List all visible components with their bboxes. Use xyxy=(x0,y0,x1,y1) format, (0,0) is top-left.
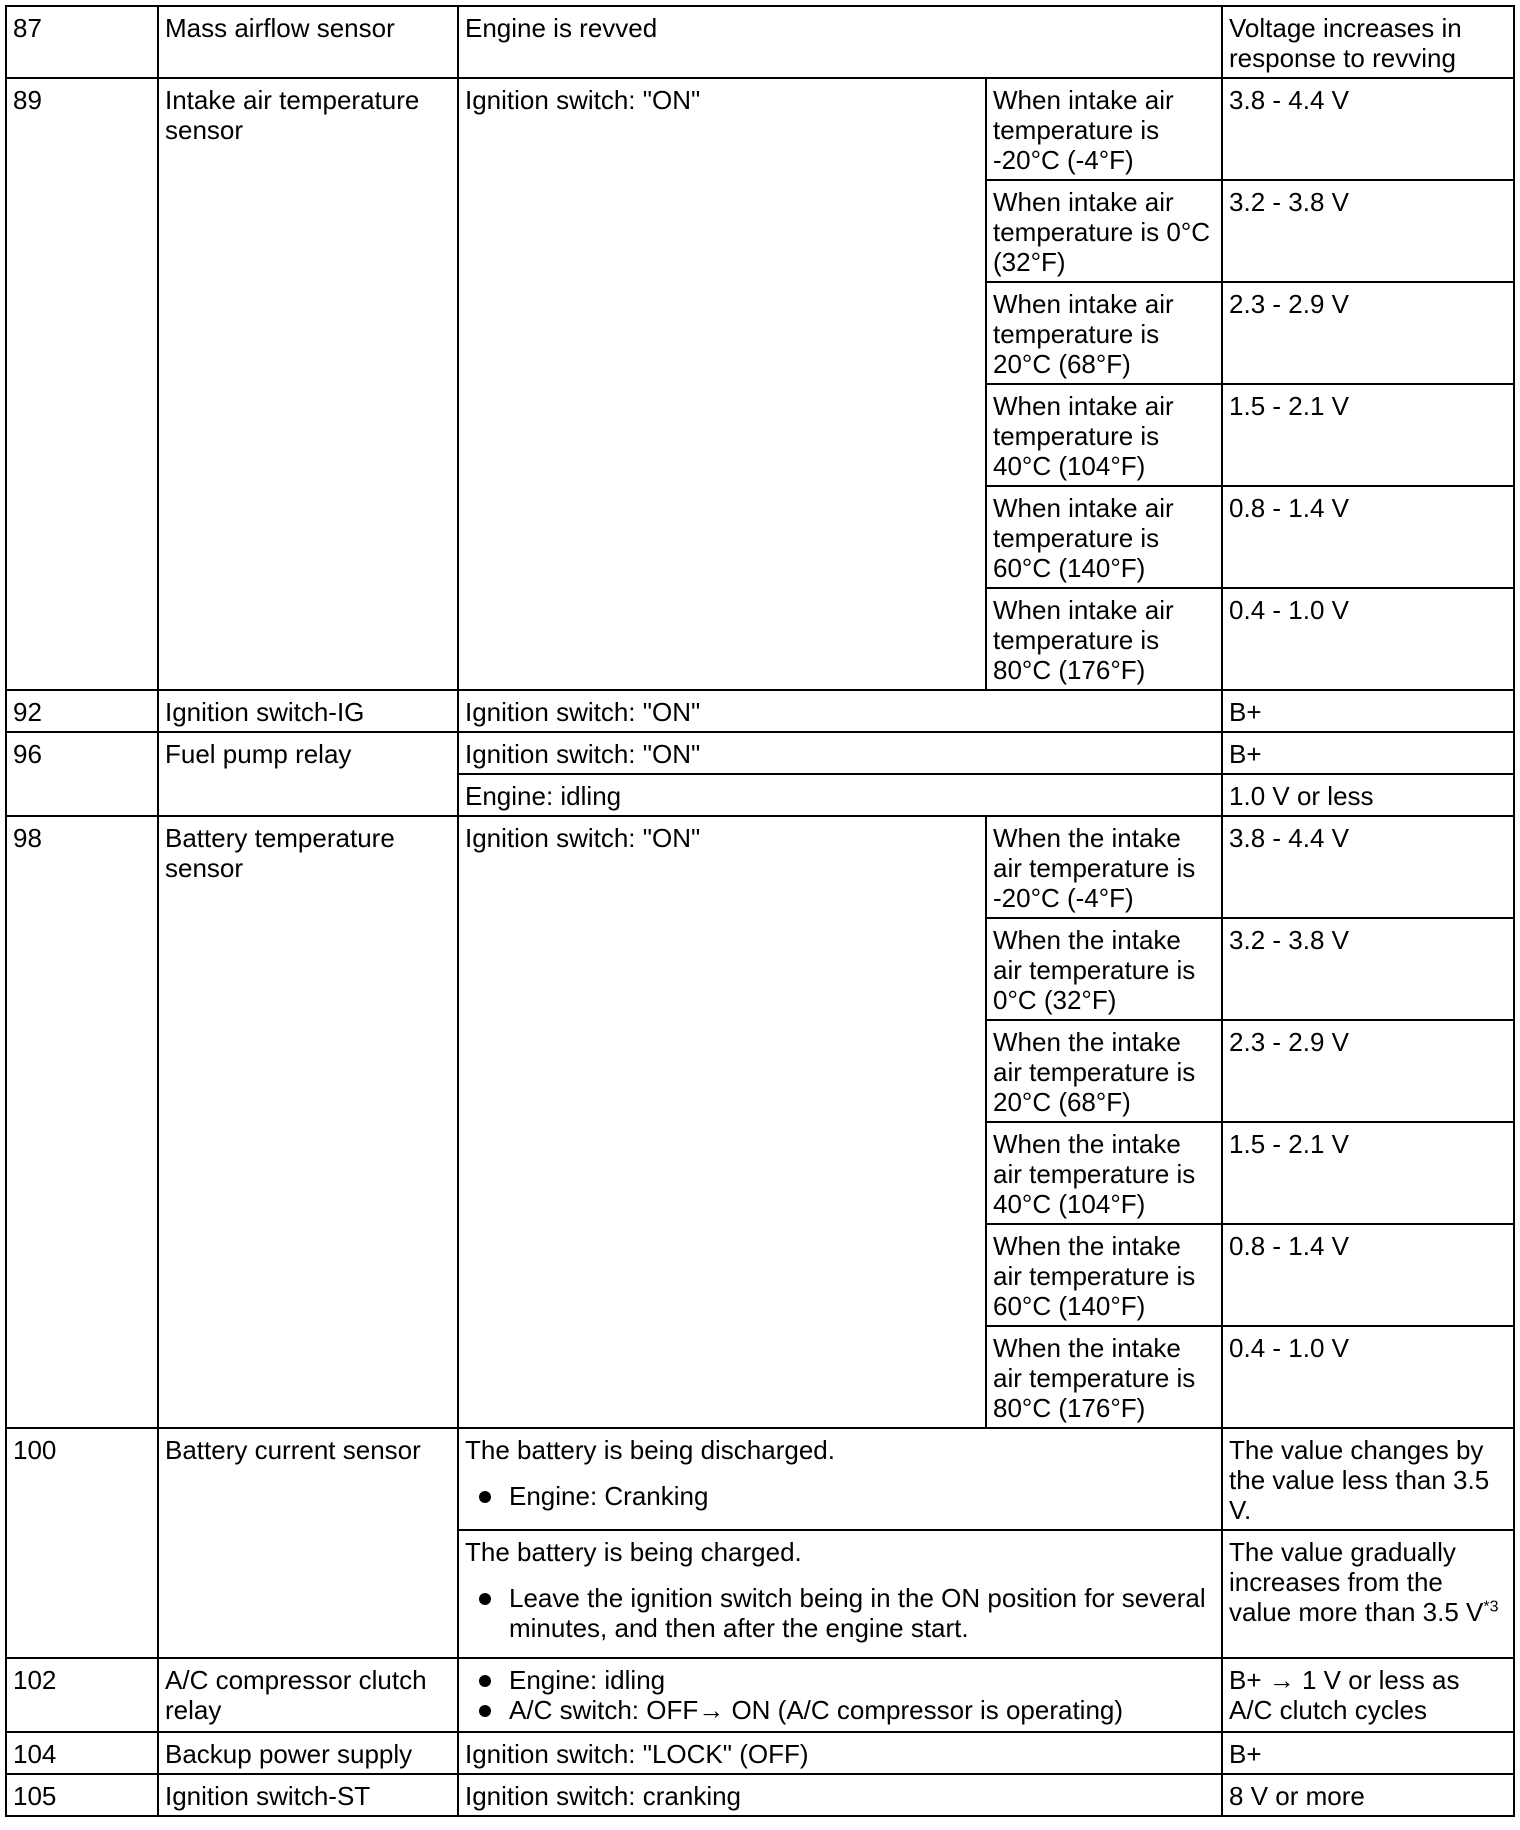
value: The value changes by the value less than 3.5 V. xyxy=(1222,1428,1514,1530)
terminal-no: 104 xyxy=(6,1732,158,1774)
terminal-no: 105 xyxy=(6,1774,158,1816)
sub-condition: When the intake air temperature is 80°C (176°F) xyxy=(986,1326,1222,1428)
item-name: Battery current sensor xyxy=(158,1428,458,1658)
bullet-icon xyxy=(479,1675,491,1687)
sub-condition: When intake air temperature is 40°C (104°F) xyxy=(986,384,1222,486)
condition xyxy=(458,1658,1222,1732)
table-row xyxy=(6,732,1514,774)
value xyxy=(1222,1530,1514,1658)
table-row xyxy=(6,6,1514,78)
bullet-icon xyxy=(479,1593,491,1605)
table-row xyxy=(6,1732,1514,1774)
sub-condition: When the intake air temperature is 60°C (140°F) xyxy=(986,1224,1222,1326)
table-row xyxy=(6,690,1514,732)
value: 8 V or more xyxy=(1222,1774,1514,1816)
footnote-ref: *3 xyxy=(1483,1598,1499,1616)
sub-condition: When the intake air temperature is -20°C (-4°F) xyxy=(986,816,1222,918)
value: B+ xyxy=(1222,1732,1514,1774)
terminal-no: 100 xyxy=(6,1428,158,1658)
item-name: A/C compressor clutch relay xyxy=(158,1658,458,1732)
table-row xyxy=(6,78,1514,180)
value: B+ → 1 V or less as A/C clutch cycles xyxy=(1222,1658,1514,1732)
bullet-text: Engine: idling xyxy=(509,1665,666,1695)
bullet-item xyxy=(465,1665,1215,1695)
condition: Ignition switch: "ON" xyxy=(458,78,986,690)
condition: Ignition switch: cranking xyxy=(458,1774,1222,1816)
value-text: The value gradually increases from the value more than 3.5 V xyxy=(1229,1537,1484,1627)
sub-condition: When the intake air temperature is 20°C (68°F) xyxy=(986,1020,1222,1122)
item-name: Battery temperature sensor xyxy=(158,816,458,1428)
bullet-icon xyxy=(479,1705,491,1717)
value: B+ xyxy=(1222,690,1514,732)
value: B+ xyxy=(1222,732,1514,774)
value: 1.0 V or less xyxy=(1222,774,1514,816)
value: 2.3 - 2.9 V xyxy=(1222,1020,1514,1122)
condition: Ignition switch: "ON" xyxy=(458,816,986,1428)
value: 3.2 - 3.8 V xyxy=(1222,180,1514,282)
item-name: Ignition switch-IG xyxy=(158,690,458,732)
terminal-no: 102 xyxy=(6,1658,158,1732)
sub-condition: When the intake air temperature is 40°C (104°F) xyxy=(986,1122,1222,1224)
bullet-icon xyxy=(479,1491,491,1503)
condition-text: The battery is being discharged. xyxy=(465,1435,835,1465)
value: 3.2 - 3.8 V xyxy=(1222,918,1514,1020)
condition: Ignition switch: "ON" xyxy=(458,690,1222,732)
value: 3.8 - 4.4 V xyxy=(1222,816,1514,918)
bullet-text: A/C switch: OFF→ ON (A/C compressor is operating) xyxy=(509,1695,1124,1725)
item-name: Intake air temperature sensor xyxy=(158,78,458,690)
condition: Ignition switch: "ON" xyxy=(458,732,1222,774)
sub-condition: When intake air temperature is 0°C (32°F) xyxy=(986,180,1222,282)
item-name: Fuel pump relay xyxy=(158,732,458,816)
bullet-text: Engine: Cranking xyxy=(509,1481,709,1511)
value: 0.4 - 1.0 V xyxy=(1222,588,1514,690)
sub-condition: When intake air temperature is 80°C (176°F) xyxy=(986,588,1222,690)
bullet-item xyxy=(465,1695,1215,1725)
value: 0.8 - 1.4 V xyxy=(1222,1224,1514,1326)
condition: Ignition switch: "LOCK" (OFF) xyxy=(458,1732,1222,1774)
table-row xyxy=(6,1658,1514,1732)
item-name: Backup power supply xyxy=(158,1732,458,1774)
item-name: Ignition switch-ST xyxy=(158,1774,458,1816)
value: 2.3 - 2.9 V xyxy=(1222,282,1514,384)
sub-condition: When intake air temperature is 20°C (68°F) xyxy=(986,282,1222,384)
value: 3.8 - 4.4 V xyxy=(1222,78,1514,180)
sub-condition: When the intake air temperature is 0°C (32°F) xyxy=(986,918,1222,1020)
bullet-text: Leave the ignition switch being in the ON position for several minutes, and then after the engine start. xyxy=(509,1583,1206,1643)
terminal-no: 98 xyxy=(6,816,158,1428)
table-row xyxy=(6,1428,1514,1530)
terminal-voltage-table xyxy=(5,5,1515,1817)
value: Voltage increases in response to revving xyxy=(1222,6,1514,78)
bullet-item xyxy=(465,1583,1215,1643)
value: 0.4 - 1.0 V xyxy=(1222,1326,1514,1428)
condition xyxy=(458,1530,1222,1658)
bullet-item xyxy=(465,1481,1215,1511)
condition: Engine is revved xyxy=(458,6,1222,78)
condition: Engine: idling xyxy=(458,774,1222,816)
condition xyxy=(458,1428,1222,1530)
value: 0.8 - 1.4 V xyxy=(1222,486,1514,588)
item-name: Mass airflow sensor xyxy=(158,6,458,78)
sub-condition: When intake air temperature is -20°C (-4°F) xyxy=(986,78,1222,180)
table-row xyxy=(6,1774,1514,1816)
condition-text: The battery is being charged. xyxy=(465,1537,802,1567)
terminal-no: 92 xyxy=(6,690,158,732)
value: 1.5 - 2.1 V xyxy=(1222,384,1514,486)
terminal-no: 89 xyxy=(6,78,158,690)
value: 1.5 - 2.1 V xyxy=(1222,1122,1514,1224)
sub-condition: When intake air temperature is 60°C (140°F) xyxy=(986,486,1222,588)
terminal-no: 96 xyxy=(6,732,158,816)
terminal-no: 87 xyxy=(6,6,158,78)
table-row xyxy=(6,816,1514,918)
